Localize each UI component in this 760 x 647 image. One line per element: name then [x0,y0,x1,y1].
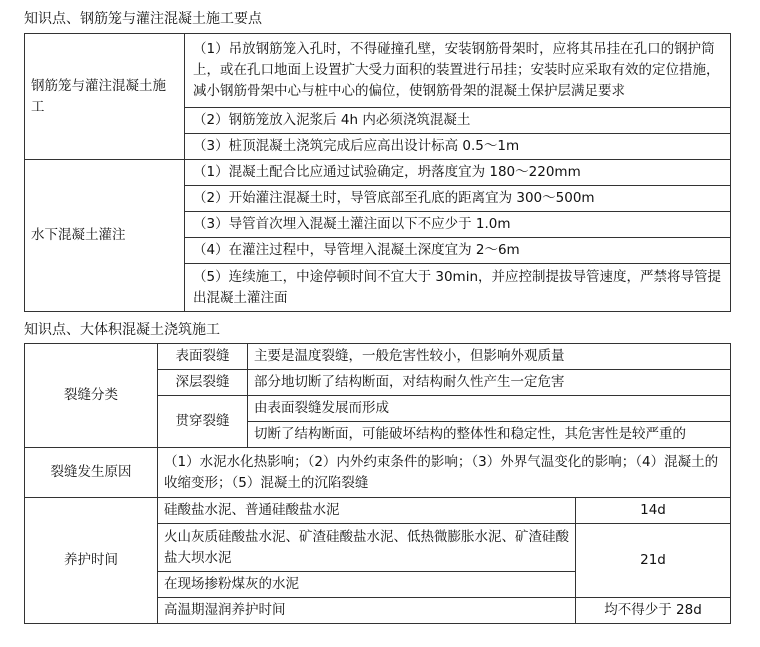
curing-time-4: 均不得少于 28d [576,598,731,624]
rebar-cage-item-1: （1）吊放钢筋笼入孔时，不得碰撞孔壁，安装钢筋骨架时，应将其吊挂在孔口的钢护筒上，或在孔口地面上设置扩大受力面积的装置进行吊挂；安装时应采取有效的定位措施，减小钢筋骨架中心与桩中心的偏位，使钢筋骨架的混凝土保护层满足要求 [185,34,731,108]
underwater-item-5: （5）连续施工，中途停顿时间不宜大于 30min，并应控制提拔导管速度，严禁将导管提出混凝土灌注面 [185,264,731,312]
curing-time-2: 21d [576,524,731,598]
curing-time-label: 养护时间 [25,498,158,624]
underwater-item-1: （1）混凝土配合比应通过试验确定，坍落度宜为 180～220mm [185,160,731,186]
curing-time-1: 14d [576,498,731,524]
crack-causes-label: 裂缝发生原因 [25,448,158,498]
crack-types-label: 裂缝分类 [25,344,158,448]
curing-cement-2: 火山灰质硅酸盐水泥、矿渣硅酸盐水泥、低热微膨胀水泥、矿渣硅酸盐大坝水泥 [158,524,576,572]
underwater-item-4: （4）在灌注过程中，导管埋入混凝土深度宜为 2～6m [185,238,731,264]
rebar-cage-item-3: （3）桩顶混凝土浇筑完成后应高出设计标高 0.5～1m [185,134,731,160]
section-title-mass-concrete: 知识点、大体积混凝土浇筑施工 [24,322,220,338]
crack-through-desc-2: 切断了结构断面，可能破坏结构的整体性和稳定性，其危害性是较严重的 [248,422,731,448]
crack-through-desc-1: 由表面裂缝发展而形成 [248,396,731,422]
underwater-item-2: （2）开始灌注混凝土时，导管底部至孔底的距离宜为 300～500m [185,186,731,212]
curing-cement-4: 高温期湿润养护时间 [158,598,576,624]
underwater-item-3: （3）导管首次埋入混凝土灌注面以下不应少于 1.0m [185,212,731,238]
table-row [25,160,731,186]
mass-concrete-table [24,343,731,624]
section-title-rebar-cage: 知识点、钢筋笼与灌注混凝土施工要点 [24,11,262,27]
curing-cement-1: 硅酸盐水泥、普通硅酸盐水泥 [158,498,576,524]
crack-causes-text: （1）水泥水化热影响；（2）内外约束条件的影响；（3）外界气温变化的影响；（4）混凝土的收缩变形；（5）混凝土的沉陷裂缝 [158,448,731,498]
row-label-rebar-cage: 钢筋笼与灌注混凝土施工 [25,34,185,160]
table-row [25,344,731,370]
curing-cement-3: 在现场掺粉煤灰的水泥 [158,572,576,598]
crack-type-through: 贯穿裂缝 [158,396,248,448]
rebar-cage-table [24,33,731,312]
crack-surface-desc: 主要是温度裂缝，一般危害性较小，但影响外观质量 [248,344,731,370]
rebar-cage-item-2: （2）钢筋笼放入泥浆后 4h 内必须浇筑混凝土 [185,108,731,134]
crack-type-surface: 表面裂缝 [158,344,248,370]
table-row [25,448,731,498]
row-label-underwater-concrete: 水下混凝土灌注 [25,160,185,312]
table-row [25,34,731,108]
crack-type-deep: 深层裂缝 [158,370,248,396]
table-row [25,498,731,524]
crack-deep-desc: 部分地切断了结构断面，对结构耐久性产生一定危害 [248,370,731,396]
